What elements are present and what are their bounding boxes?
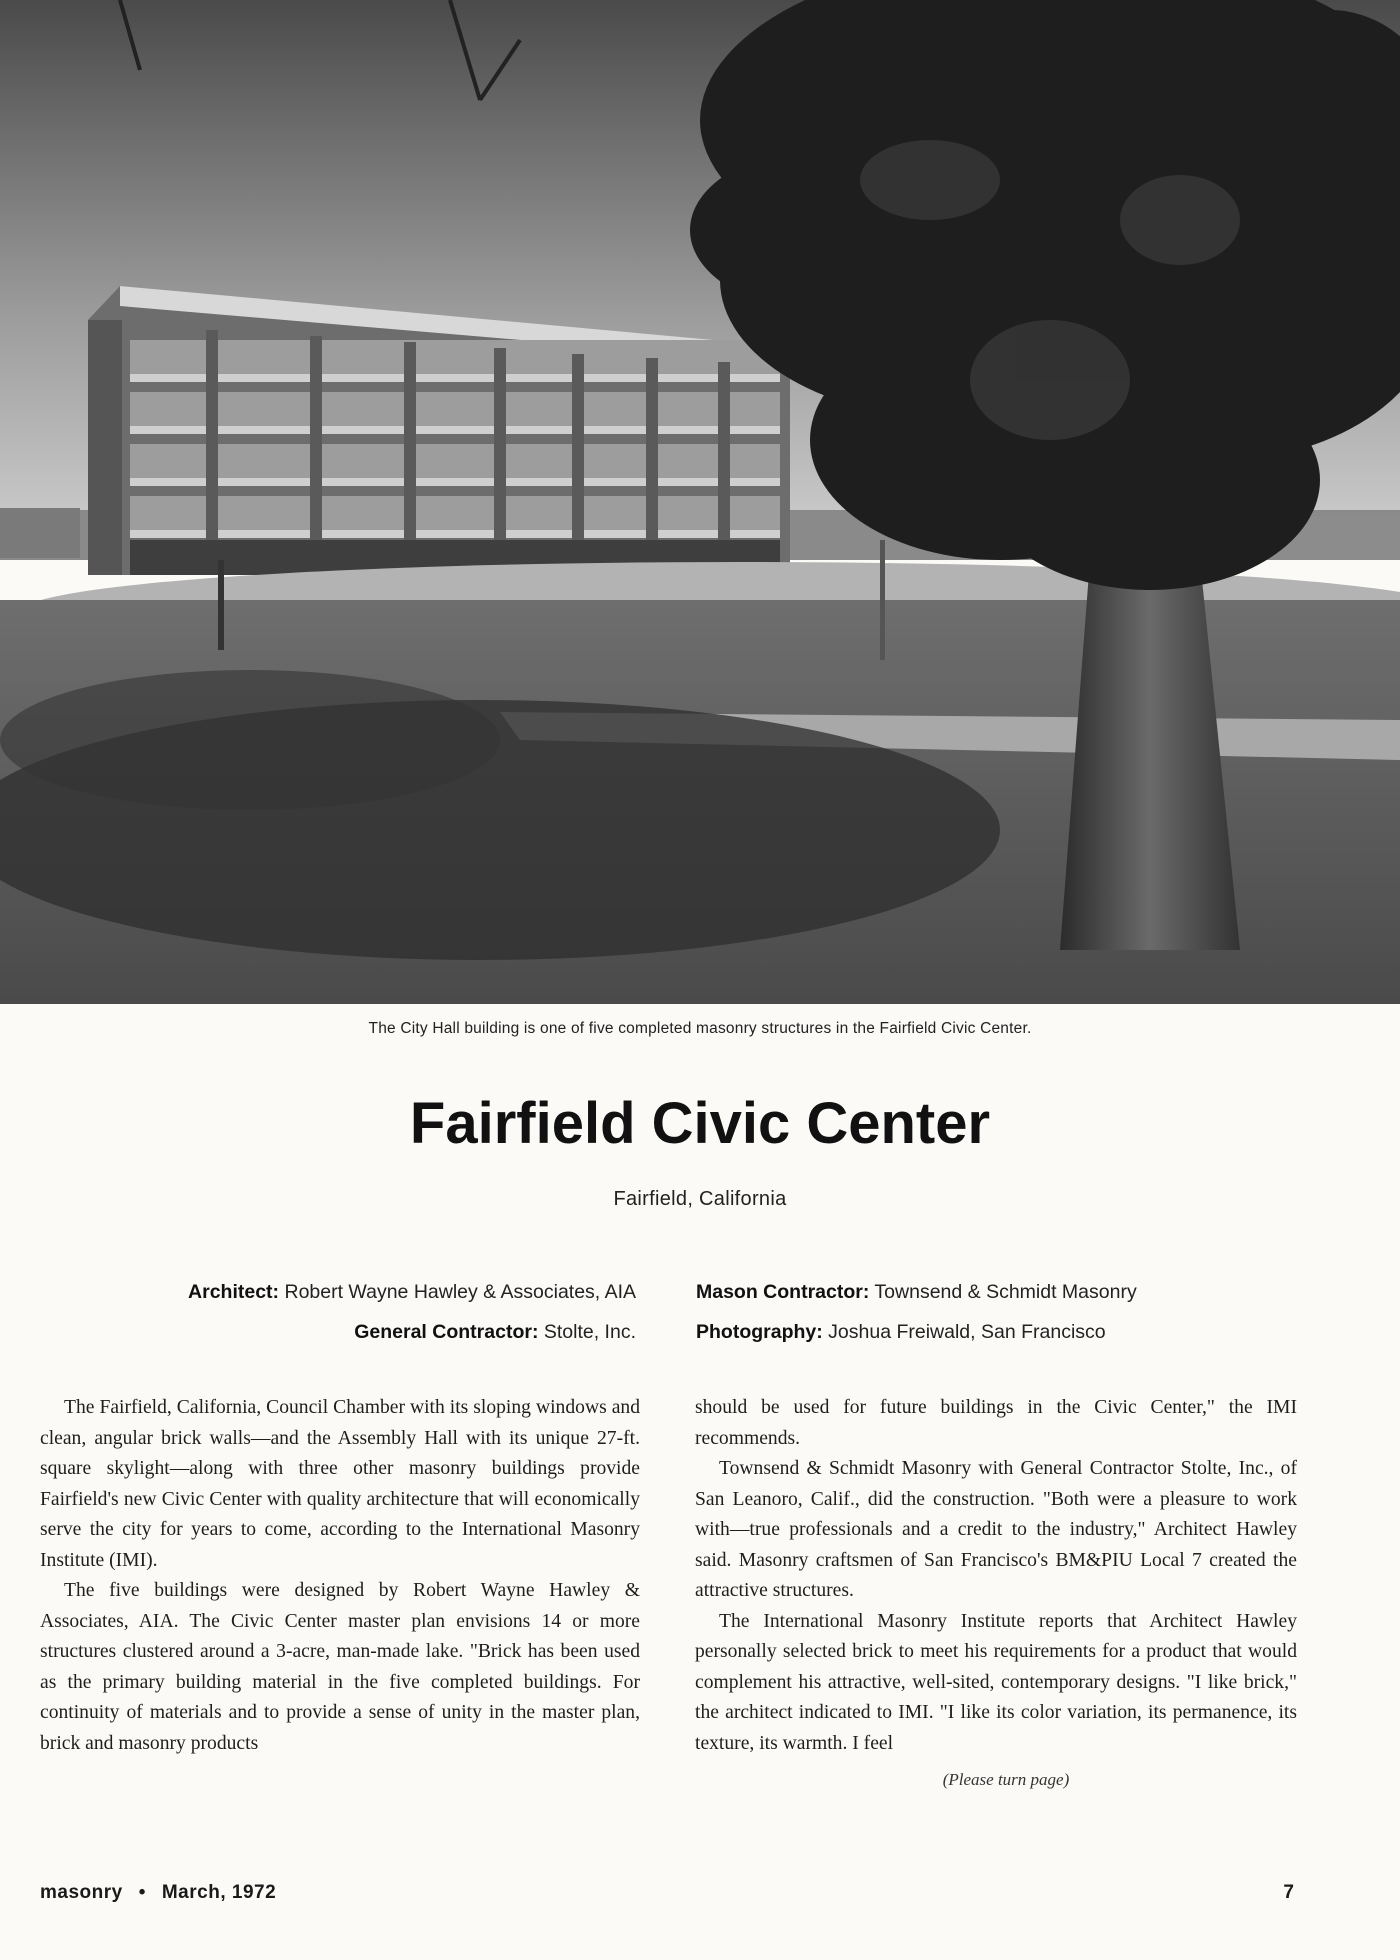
issue-date: March, 1972 xyxy=(161,1882,277,1903)
footer-publication xyxy=(40,1882,276,1904)
page-title: Fairfield Civic Center xyxy=(409,1091,991,1156)
photography-credit xyxy=(696,1312,1137,1352)
general-contractor-label: General Contractor: xyxy=(354,1321,539,1343)
publication-name: masonry xyxy=(40,1882,123,1903)
general-contractor-credit xyxy=(188,1312,636,1352)
general-contractor-value: Stolte, Inc. xyxy=(543,1321,636,1343)
turn-page-note: (Please turn page) xyxy=(942,1770,1070,1789)
credits-right xyxy=(696,1272,1137,1352)
photography-value: Joshua Freiwald, San Francisco xyxy=(828,1321,1106,1343)
body-paragraph: should be used for future buildings in the Civic Center," the IMI recommends. xyxy=(695,1397,1297,1449)
architect-label: Architect: xyxy=(188,1281,280,1303)
body-paragraph: The International Masonry Institute reports that Architect Hawley personally selected brick to meet his requirements for a product that would complement his attractive, well-sited, contemporary designs. "I like brick," the architect indicated to IMI. "I like its color variation, its permanence, its texture, its warmth. I feel xyxy=(695,1610,1297,1754)
page-number: 7 xyxy=(1283,1882,1294,1903)
credits-left xyxy=(188,1272,636,1352)
architect-value: Robert Wayne Hawley & Associates, AIA xyxy=(284,1281,636,1303)
body-column-left xyxy=(40,1393,640,1759)
mason-contractor-credit xyxy=(696,1272,1137,1312)
body-paragraph: The Fairfield, California, Council Chamber with its sloping windows and clean, angular brick walls—and the Assembly Hall with its unique 27-ft. square skylight—along with three other masonry buildings provide Fairfield's new Civic Center with quality architecture that will economically serve the city for years to come, according to the International Masonry Institute (IMI). xyxy=(40,1397,640,1571)
body-paragraph: The five buildings were designed by Robert Wayne Hawley & Associates, AIA. The Civic Center master plan envisions 14 or more structures clustered around a 3-acre, man-made lake. "Brick has been used as the primary building material in the five completed buildings. For continuity of materials and to provide a sense of unity in the master plan, brick and masonry products xyxy=(40,1580,640,1754)
mason-contractor-label: Mason Contractor: xyxy=(696,1281,870,1303)
photo-caption: The City Hall building is one of five completed masonry structures in the Fairfield Civic Center. xyxy=(368,1020,1032,1037)
body-column-right xyxy=(695,1393,1297,1796)
location-subtitle: Fairfield, California xyxy=(613,1188,787,1210)
architect-credit xyxy=(188,1272,636,1312)
bullet-separator: • xyxy=(138,1882,146,1903)
body-paragraph: Townsend & Schmidt Masonry with General Contractor Stolte, Inc., of San Leanoro, Calif., did the construction. "Both were a pleasure to work with—true professionals and a credit to the industry," Architect Hawley said. Masonry craftsmen of San Francisco's BM&PIU Local 7 created the attractive structures. xyxy=(695,1458,1297,1601)
photography-label: Photography: xyxy=(696,1321,823,1343)
mason-contractor-value: Townsend & Schmidt Masonry xyxy=(874,1281,1137,1303)
